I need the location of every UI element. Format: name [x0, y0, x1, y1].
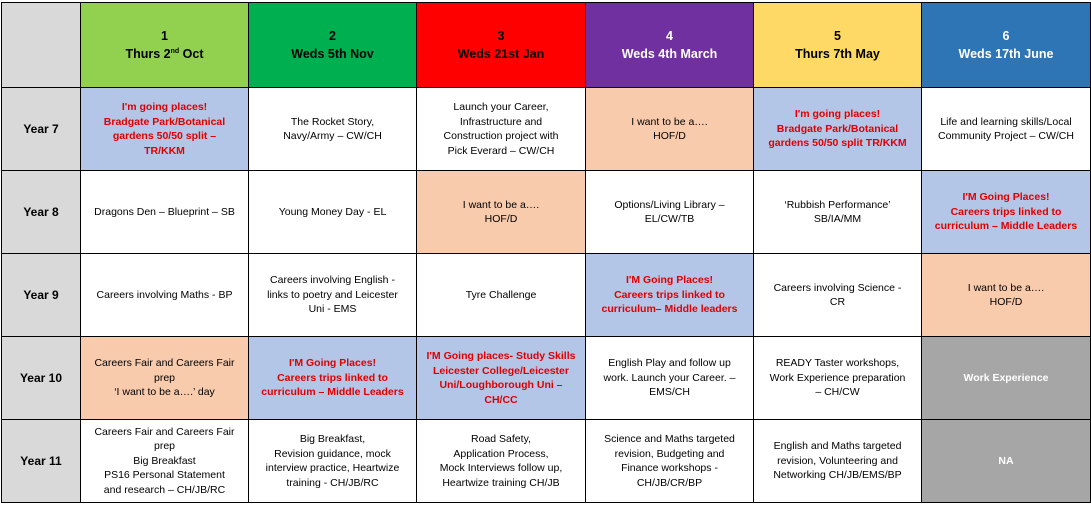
column-header-4	[586, 3, 754, 88]
activity-cell	[754, 420, 922, 503]
activity-text-line: READY Taster workshops,	[775, 357, 900, 370]
row-label: Year 9	[2, 254, 81, 337]
activity-cell	[417, 420, 586, 503]
activity-text-line: Science and Maths targeted	[604, 433, 735, 445]
activity-text-line: English and Maths targeted	[773, 440, 902, 453]
activity-text-line: ‘I want to be a….’ day	[114, 386, 215, 399]
column-date: Weds 5th Nov	[291, 47, 374, 61]
activity-cell	[922, 88, 1091, 171]
activity-text-line: Road Safety,	[471, 433, 531, 445]
activity-text-line: Mock Interviews follow up,	[439, 462, 563, 474]
activity-text-line: work. Launch your Career. –	[603, 371, 736, 384]
activity-text-line: English Play and follow up	[608, 357, 731, 370]
column-number: 3	[497, 29, 505, 43]
row-label: Year 11	[2, 420, 81, 503]
activity-text-line: curriculum– Middle leaders	[601, 303, 738, 316]
activity-text-line: Application Process,	[453, 447, 549, 460]
activity-text-line: Uni - EMS	[308, 303, 357, 316]
activity-text-line: HOF/D	[484, 213, 518, 225]
row-label: Year 7	[2, 88, 81, 171]
activity-text-line: TR/KKM	[144, 144, 185, 157]
careers-calendar-table	[1, 2, 1091, 503]
activity-cell	[417, 337, 586, 420]
activity-cell	[922, 337, 1091, 420]
activity-text-line: Heartwize training CH/JB	[442, 476, 560, 489]
activity-text-line: CH/JB/CR/BP	[636, 476, 703, 489]
activity-text-line: I want to be a….	[462, 198, 540, 211]
activity-text-line: Bradgate Park/Botanical	[776, 122, 899, 135]
activity-text-line: I'M Going places- Study Skills	[426, 350, 576, 362]
activity-text-line: gardens 50/50 split TR/KKM	[768, 137, 907, 150]
column-date	[84, 45, 245, 63]
activity-text-line: Work Experience preparation	[769, 371, 906, 384]
activity-text-line: and research – CH/JB/RC	[103, 483, 226, 496]
activity-cell	[754, 337, 922, 420]
row-label: Year 10	[2, 337, 81, 420]
activity-text-line: I'm going places!	[121, 101, 208, 113]
activity-text-line: training - CH/JB/RC	[286, 476, 379, 489]
activity-text-line: EMS/CH	[649, 386, 690, 399]
activity-text-line: Careers trips linked to	[950, 205, 1062, 218]
activity-text-line: Careers trips linked to	[277, 371, 388, 384]
activity-text-line: Construction project with	[443, 130, 559, 142]
activity-cell	[249, 88, 417, 171]
activity-text-line: Revision guidance, mock	[274, 447, 391, 460]
column-number: 4	[666, 29, 673, 43]
activity-cell	[249, 254, 417, 337]
activity-text-line: Tyre Challenge	[465, 288, 537, 301]
activity-text-line: Careers Fair and Careers Fair	[94, 425, 235, 438]
activity-text-line: Careers trips linked to	[614, 288, 725, 301]
activity-cell	[586, 420, 754, 503]
column-header-3	[417, 3, 586, 88]
activity-cell	[81, 420, 249, 503]
activity-text-line: curriculum – Middle Leaders	[261, 386, 404, 399]
activity-text-line: I'M Going Places!	[288, 357, 377, 370]
activity-cell	[922, 420, 1091, 503]
activity-cell	[81, 337, 249, 420]
activity-cell	[417, 88, 586, 171]
activity-text-line: Finance workshops -	[621, 462, 718, 474]
activity-text-line: Infrastructure and	[459, 115, 543, 128]
date-text: Thurs 2	[125, 47, 171, 61]
activity-text-line: curriculum – Middle Leaders	[934, 220, 1078, 233]
activity-cell	[417, 171, 586, 254]
activity-text-line: Navy/Army – CW/CH	[283, 130, 382, 142]
activity-cell	[249, 420, 417, 503]
activity-text-line: Uni/Loughborough Uni –	[439, 379, 563, 391]
year-row	[2, 337, 1091, 420]
activity-cell	[586, 254, 754, 337]
activity-text-line: Careers Fair and Careers Fair	[94, 357, 235, 370]
activity-cell	[586, 171, 754, 254]
corner-cell	[2, 3, 81, 88]
column-header-6	[922, 3, 1091, 88]
activity-text-line: interview practice, Heartwize	[265, 462, 400, 474]
activity-text-line: I'M Going Places!	[625, 274, 714, 287]
activity-text-line: HOF/D	[989, 296, 1023, 308]
activity-cell	[81, 254, 249, 337]
activity-text-line: I'm going places!	[794, 108, 881, 121]
column-number: 6	[1002, 29, 1010, 43]
activity-text-line: Life and learning skills/Local	[940, 115, 1072, 128]
activity-text-line: NA	[998, 454, 1014, 467]
activity-text-line: Community Project – CW/CH	[938, 130, 1074, 142]
activity-text-line: SB/IA/MM	[813, 213, 862, 225]
activity-text-line: revision, Volunteering and	[777, 454, 898, 467]
activity-text-line: gardens 50/50 split –	[112, 130, 217, 142]
activity-text-line: I want to be a….	[967, 281, 1045, 294]
activity-cell	[754, 171, 922, 254]
activity-text-line: Work Experience	[963, 371, 1049, 384]
activity-cell	[586, 337, 754, 420]
column-header-1	[81, 3, 249, 88]
activity-text-line: prep	[153, 440, 175, 453]
activity-cell	[417, 254, 586, 337]
date-suffix: nd	[170, 47, 180, 55]
activity-text-line: links to poetry and Leicester	[267, 288, 398, 301]
activity-text-line: Pick Everard – CW/CH	[447, 144, 555, 157]
activity-text-line: CH/CC	[484, 393, 518, 406]
activity-text-line: HOF/D	[653, 130, 686, 142]
activity-text-line: Launch your Career,	[453, 101, 549, 113]
activity-text-line: Young Money Day - EL	[278, 205, 387, 218]
activity-cell	[81, 88, 249, 171]
activity-text-line: The Rocket Story,	[290, 115, 375, 128]
activity-cell	[249, 171, 417, 254]
activity-text-line: – CH/CW	[815, 386, 860, 399]
column-header-2	[249, 3, 417, 88]
column-date: Weds 4th March	[621, 47, 718, 61]
activity-cell	[81, 171, 249, 254]
activity-cell	[249, 337, 417, 420]
activity-cell	[922, 254, 1091, 337]
activity-text-line: Big Breakfast	[133, 454, 196, 467]
activity-text-line: CR	[829, 296, 846, 308]
column-date: Weds 17th June	[958, 47, 1054, 61]
column-number: 1	[161, 29, 168, 43]
activity-text-line: Careers involving Science -	[773, 281, 902, 294]
activity-text-line: EL/CW/TB	[644, 213, 695, 225]
activity-text-line: revision, Budgeting and	[614, 447, 725, 460]
activity-cell	[754, 254, 922, 337]
activity-text-line: Bradgate Park/Botanical	[103, 115, 226, 128]
activity-text-line: Careers involving English -	[270, 274, 395, 287]
activity-text-line: Leicester College/Leicester	[433, 364, 569, 377]
activity-text-line: Networking CH/JB/EMS/BP	[773, 469, 902, 482]
activity-text-line: Dragons Den – Blueprint – SB	[94, 205, 235, 218]
year-row	[2, 420, 1091, 503]
column-date: Weds 21st Jan	[457, 47, 545, 61]
header-row	[2, 3, 1091, 88]
activity-cell	[922, 171, 1091, 254]
year-row	[2, 88, 1091, 171]
activity-text-line: Careers involving Maths - BP	[96, 288, 233, 301]
activity-text-line: prep	[153, 371, 175, 384]
activity-text-line: I'M Going Places!	[962, 191, 1050, 204]
row-label: Year 8	[2, 171, 81, 254]
activity-text-line: I want to be a….	[631, 115, 708, 128]
year-row	[2, 254, 1091, 337]
column-header-5	[754, 3, 922, 88]
activity-text-line: Big Breakfast,	[299, 433, 366, 445]
activity-text-line: ‘Rubbish Performance’	[784, 198, 891, 211]
date-text: Oct	[179, 47, 204, 61]
column-number: 5	[834, 29, 841, 43]
column-number: 2	[329, 29, 336, 43]
year-row	[2, 171, 1091, 254]
activity-text-line: Options/Living Library –	[614, 198, 725, 211]
activity-text-line: PS16 Personal Statement	[104, 469, 225, 482]
activity-cell	[586, 88, 754, 171]
column-date: Thurs 7th May	[795, 47, 880, 61]
activity-cell	[754, 88, 922, 171]
